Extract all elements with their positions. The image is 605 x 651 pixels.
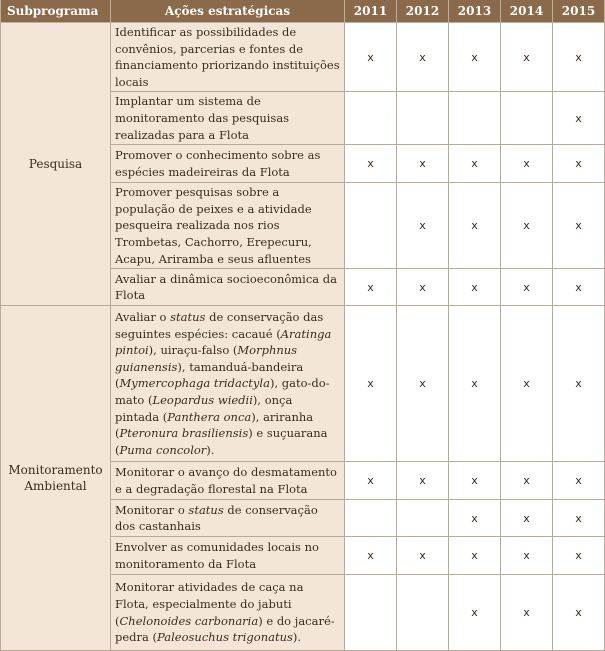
year-mark-cell: x — [345, 269, 397, 306]
action-text-italic: Paleosuchus trigonatus — [157, 630, 293, 645]
action-text-italic: status — [188, 502, 224, 517]
subprograma-cell: Monitoramento Ambiental — [1, 306, 111, 651]
action-text: ). — [206, 442, 215, 457]
action-text-italic: Leopardus wiedii — [152, 392, 253, 407]
action-text: Promover pesquisas sobre a população de peixes e a atividade pesqueira realizada nos rios Trombetas, Cachorro, Erepecuru, Acapu, Ariramba e seus afluentes — [115, 185, 312, 266]
header-year: 2015 — [553, 0, 605, 23]
action-text-italic: Mymercophaga tridactyla — [119, 376, 270, 391]
year-mark-cell: x — [397, 269, 449, 306]
header-year: 2014 — [501, 0, 553, 23]
year-mark-cell: x — [449, 23, 501, 92]
year-mark-cell — [345, 500, 397, 537]
year-mark-cell: x — [553, 145, 605, 183]
action-text-italic: Chelonoides carbonaria — [119, 613, 259, 628]
year-mark-cell: x — [501, 306, 553, 462]
table-body — [1, 23, 605, 651]
action-text: ), uiraçu-falso ( — [148, 343, 238, 358]
year-mark-cell: x — [553, 92, 605, 145]
header-row — [1, 0, 605, 23]
year-mark-cell: x — [449, 462, 501, 500]
action-cell — [111, 183, 345, 269]
year-mark-cell: x — [501, 269, 553, 306]
action-cell — [111, 269, 345, 306]
action-text: ), onça pintada ( — [115, 392, 293, 424]
year-mark-cell: x — [397, 462, 449, 500]
action-cell — [111, 500, 345, 537]
year-mark-cell: x — [501, 575, 553, 651]
action-text: ) e do jacaré-pedra ( — [115, 613, 335, 645]
year-mark-cell: x — [449, 183, 501, 269]
action-text-italic: Pteronura brasiliensis — [119, 426, 249, 441]
year-mark-cell: x — [501, 537, 553, 575]
action-text: ), ariranha ( — [115, 409, 314, 441]
action-text-italic: Morphnus guianensis — [115, 343, 298, 374]
year-mark-cell: x — [553, 183, 605, 269]
action-text-italic: status — [170, 309, 206, 324]
year-mark-cell: x — [345, 23, 397, 92]
year-mark-cell: x — [449, 269, 501, 306]
year-mark-cell: x — [449, 575, 501, 651]
year-mark-cell: x — [449, 145, 501, 183]
action-text: Promover o conhecimento sobre as espécies madeireiras da Flota — [115, 148, 321, 179]
action-cell — [111, 537, 345, 575]
year-mark-cell: x — [449, 537, 501, 575]
year-mark-cell: x — [345, 145, 397, 183]
year-mark-cell: x — [553, 306, 605, 462]
action-text: de conservação das seguintes espécies: cacaué ( — [115, 309, 324, 341]
year-mark-cell: x — [501, 23, 553, 92]
header-year: 2013 — [449, 0, 501, 23]
year-mark-cell: x — [397, 537, 449, 575]
action-text: Avaliar o — [115, 309, 171, 324]
action-text: Avaliar a dinâmica socioeconômica da Flota — [115, 271, 338, 303]
year-mark-cell: x — [553, 23, 605, 92]
header-year: 2012 — [397, 0, 449, 23]
action-cell — [111, 575, 345, 651]
year-mark-cell: x — [553, 575, 605, 651]
year-mark-cell: x — [397, 183, 449, 269]
year-mark-cell — [397, 500, 449, 537]
year-mark-cell: x — [553, 269, 605, 306]
year-mark-cell: x — [345, 537, 397, 575]
year-mark-cell — [397, 575, 449, 651]
year-mark-cell: x — [501, 145, 553, 183]
year-mark-cell: x — [553, 500, 605, 537]
year-mark-cell: x — [449, 500, 501, 537]
year-mark-cell: x — [345, 306, 397, 462]
action-cell — [111, 462, 345, 500]
year-mark-cell: x — [397, 23, 449, 92]
year-mark-cell: x — [501, 462, 553, 500]
action-cell — [111, 145, 345, 183]
header-acoes: Ações estratégicas — [111, 0, 345, 23]
action-text: ). — [292, 630, 302, 645]
action-text: Monitorar o — [115, 502, 189, 517]
header-year: 2011 — [345, 0, 397, 23]
action-cell — [111, 306, 345, 462]
action-cell — [111, 23, 345, 92]
action-text: Identificar as possibilidades de convênios, parcerias e fontes de financiamento priorizando instituições locais — [115, 25, 340, 89]
action-text-italic: Panthera onca — [167, 409, 252, 424]
action-text: Monitorar o avanço do desmatamento e a degradação florestal na Flota — [115, 465, 337, 496]
year-mark-cell — [345, 575, 397, 651]
action-text: Monitorar atividades de caça na Flota, especialmente do jabuti ( — [115, 580, 304, 628]
action-text: de conservação dos castanhais — [115, 502, 318, 534]
subprograma-cell: Pesquisa — [1, 23, 111, 306]
year-mark-cell: x — [345, 462, 397, 500]
table-row — [1, 306, 605, 462]
year-mark-cell: x — [449, 306, 501, 462]
year-mark-cell: x — [397, 145, 449, 183]
table-row — [1, 23, 605, 92]
header-subprograma: Subprograma — [1, 0, 111, 23]
year-mark-cell — [345, 183, 397, 269]
year-mark-cell: x — [553, 462, 605, 500]
year-mark-cell: x — [553, 537, 605, 575]
action-text-italic: Puma concolor — [119, 442, 207, 457]
year-mark-cell — [501, 92, 553, 145]
action-cell — [111, 92, 345, 145]
action-text-italic: Aratinga pintoi — [115, 326, 332, 358]
action-text: ), tamanduá-bandeira ( — [115, 359, 304, 391]
year-mark-cell — [397, 92, 449, 145]
year-mark-cell: x — [501, 183, 553, 269]
year-mark-cell — [449, 92, 501, 145]
year-mark-cell — [345, 92, 397, 145]
action-text: ), gato-do-mato ( — [115, 376, 330, 407]
action-text: Envolver as comunidades locais no monitoramento da Flota — [115, 540, 319, 571]
action-text: ) e suçuarana ( — [115, 426, 328, 457]
action-text: Implantar um sistema de monitoramento das pesquisas realizadas para a Flota — [115, 94, 290, 142]
year-mark-cell: x — [397, 306, 449, 462]
year-mark-cell: x — [501, 500, 553, 537]
